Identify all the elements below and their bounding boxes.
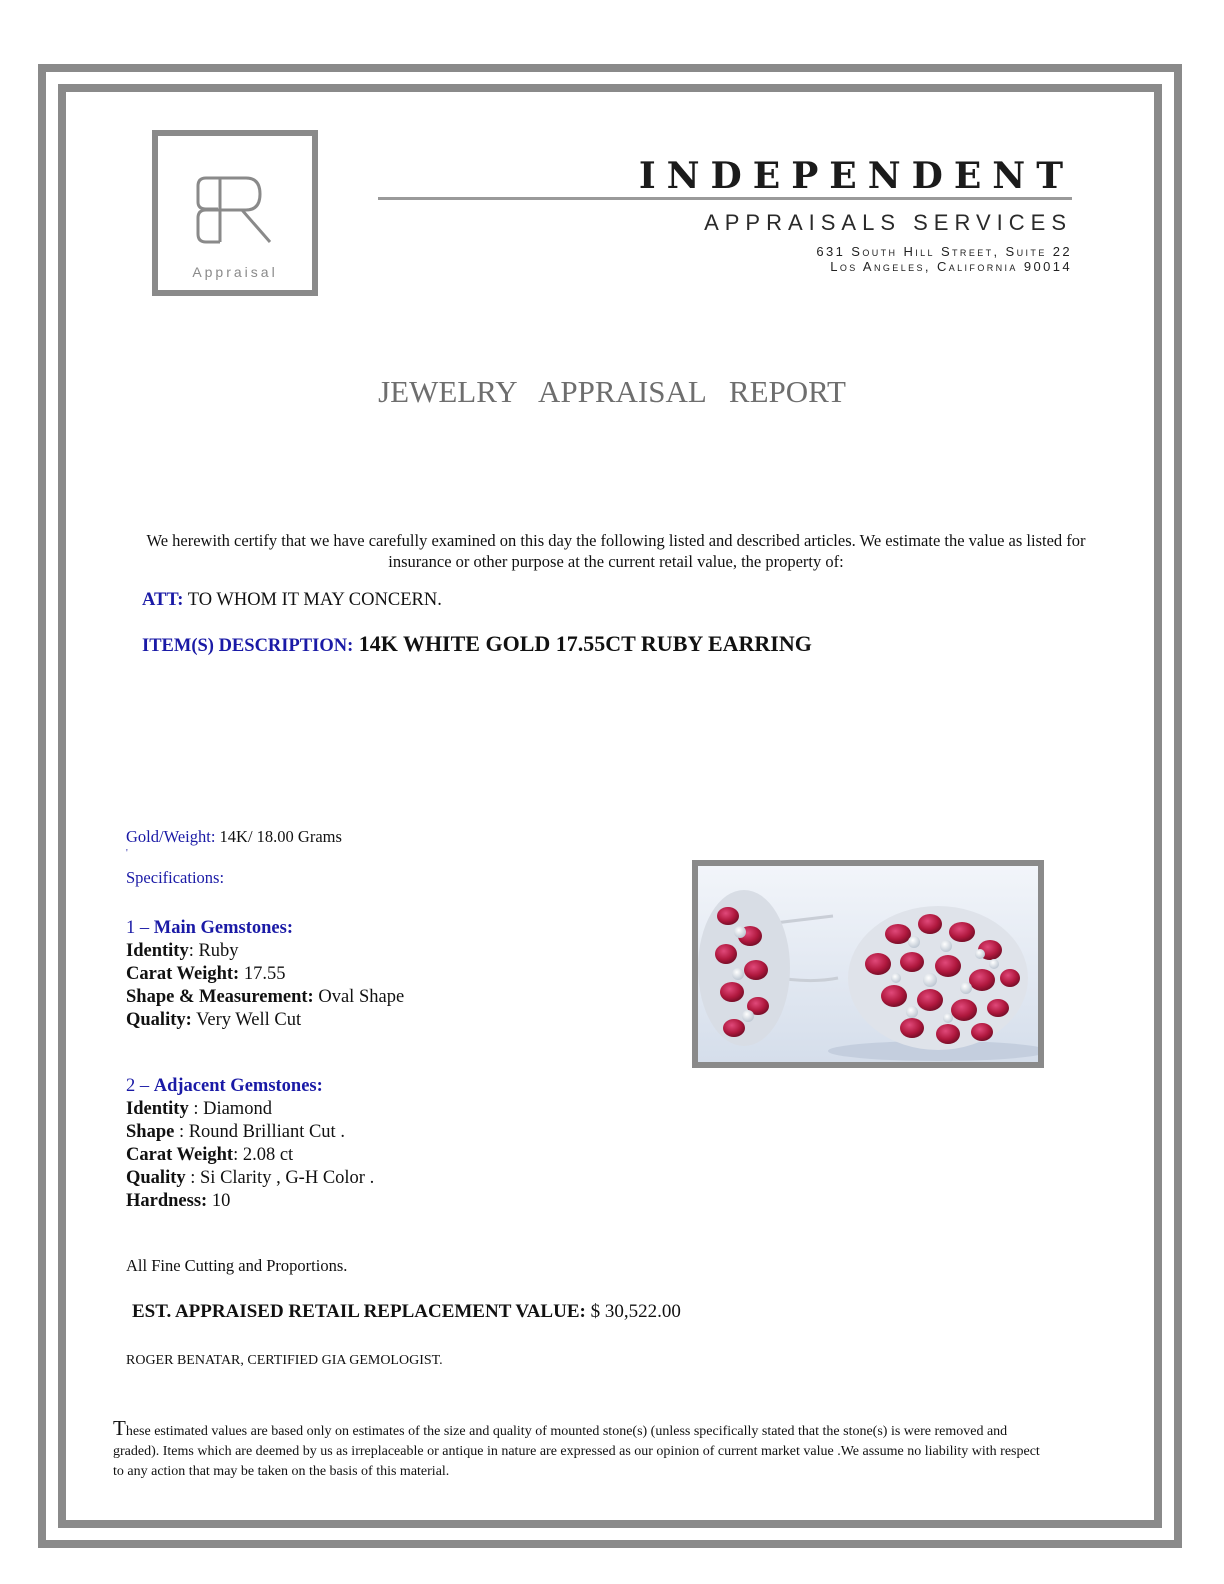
header-rule [378, 197, 1072, 200]
appraised-value [132, 1301, 681, 1323]
disclaimer: These estimated values are based only on estimates of the size and quality of mounted stone(s) (unless specifically stated that the stone(s) is were removed and graded). Items which are deemed by us as irreplaceable or antique in nature are expressed as our opinion of current market value .We assume no liability with respect to any action that may be taken on the basis of this material. [113, 1416, 1040, 1479]
attention-line [142, 590, 442, 611]
spec-row: Carat Weight: 17.55 [126, 964, 286, 984]
spec-row: Shape & Measurement: Oval Shape [126, 987, 405, 1007]
item-description-label: ITEM(S) DESCRIPTION: [142, 636, 354, 656]
earring-photo [692, 860, 1044, 1068]
item-description-value: 14K WHITE GOLD 17.55CT RUBY EARRING [353, 631, 812, 656]
address-line-2: Los Angeles, California 90014 [830, 259, 1072, 274]
spec-row: Carat Weight: 2.08 ct [126, 1145, 294, 1165]
company-logo [152, 130, 318, 296]
logo-text: Appraisal [192, 264, 278, 280]
spec-row: Identity : Diamond [126, 1099, 272, 1119]
gold-weight-value: 14K/ 18.00 Grams [215, 827, 342, 846]
att-label: ATT: [142, 590, 184, 610]
att-value: TO WHOM IT MAY CONCERN. [183, 590, 442, 610]
spec-row: Hardness: 10 [126, 1191, 231, 1211]
spec-row: Quality : Si Clarity , G-H Color . [126, 1168, 375, 1188]
company-subtitle: APPRAISALS SERVICES [704, 210, 1072, 235]
certification-text: We herewith certify that we have carefully examined on this day the following listed and described articles. We estimate the value as listed for insurance or other purpose at the current retail value, the property of: [146, 531, 1086, 571]
spec-row: Shape : Round Brilliant Cut . [126, 1122, 345, 1142]
appraised-value-label: EST. APPRAISED RETAIL REPLACEMENT VALUE: [132, 1301, 586, 1322]
main-gemstones-section [126, 917, 404, 1032]
address-line-1: 631 South Hill Street, Suite 22 [816, 244, 1072, 259]
gold-weight [126, 827, 342, 847]
br-monogram-icon [194, 174, 292, 246]
cutting-note: All Fine Cutting and Proportions. [126, 1256, 348, 1275]
main-gemstones-heading: 1 – Main Gemstones: [126, 918, 293, 938]
adjacent-gemstones-heading: 2 – Adjacent Gemstones: [126, 1076, 323, 1096]
spec-row: Quality: Very Well Cut [126, 1010, 302, 1030]
spec-row: Identity: Ruby [126, 941, 239, 961]
ruby-earring-image [698, 866, 1038, 1062]
adjacent-gemstones-section [126, 1075, 374, 1213]
specifications-label: Specifications: [126, 868, 225, 887]
appraiser-signature-line: ROGER BENATAR, CERTIFIED GIA GEMOLOGIST. [126, 1353, 443, 1368]
stray-mark: ' [126, 848, 128, 859]
report-title: JEWELRY APPRAISAL REPORT [378, 374, 846, 409]
item-description [142, 631, 812, 657]
company-name: INDEPENDENT [638, 155, 1074, 197]
gold-weight-label: Gold/Weight: [126, 827, 216, 846]
appraised-value-amount: $ 30,522.00 [585, 1301, 681, 1322]
